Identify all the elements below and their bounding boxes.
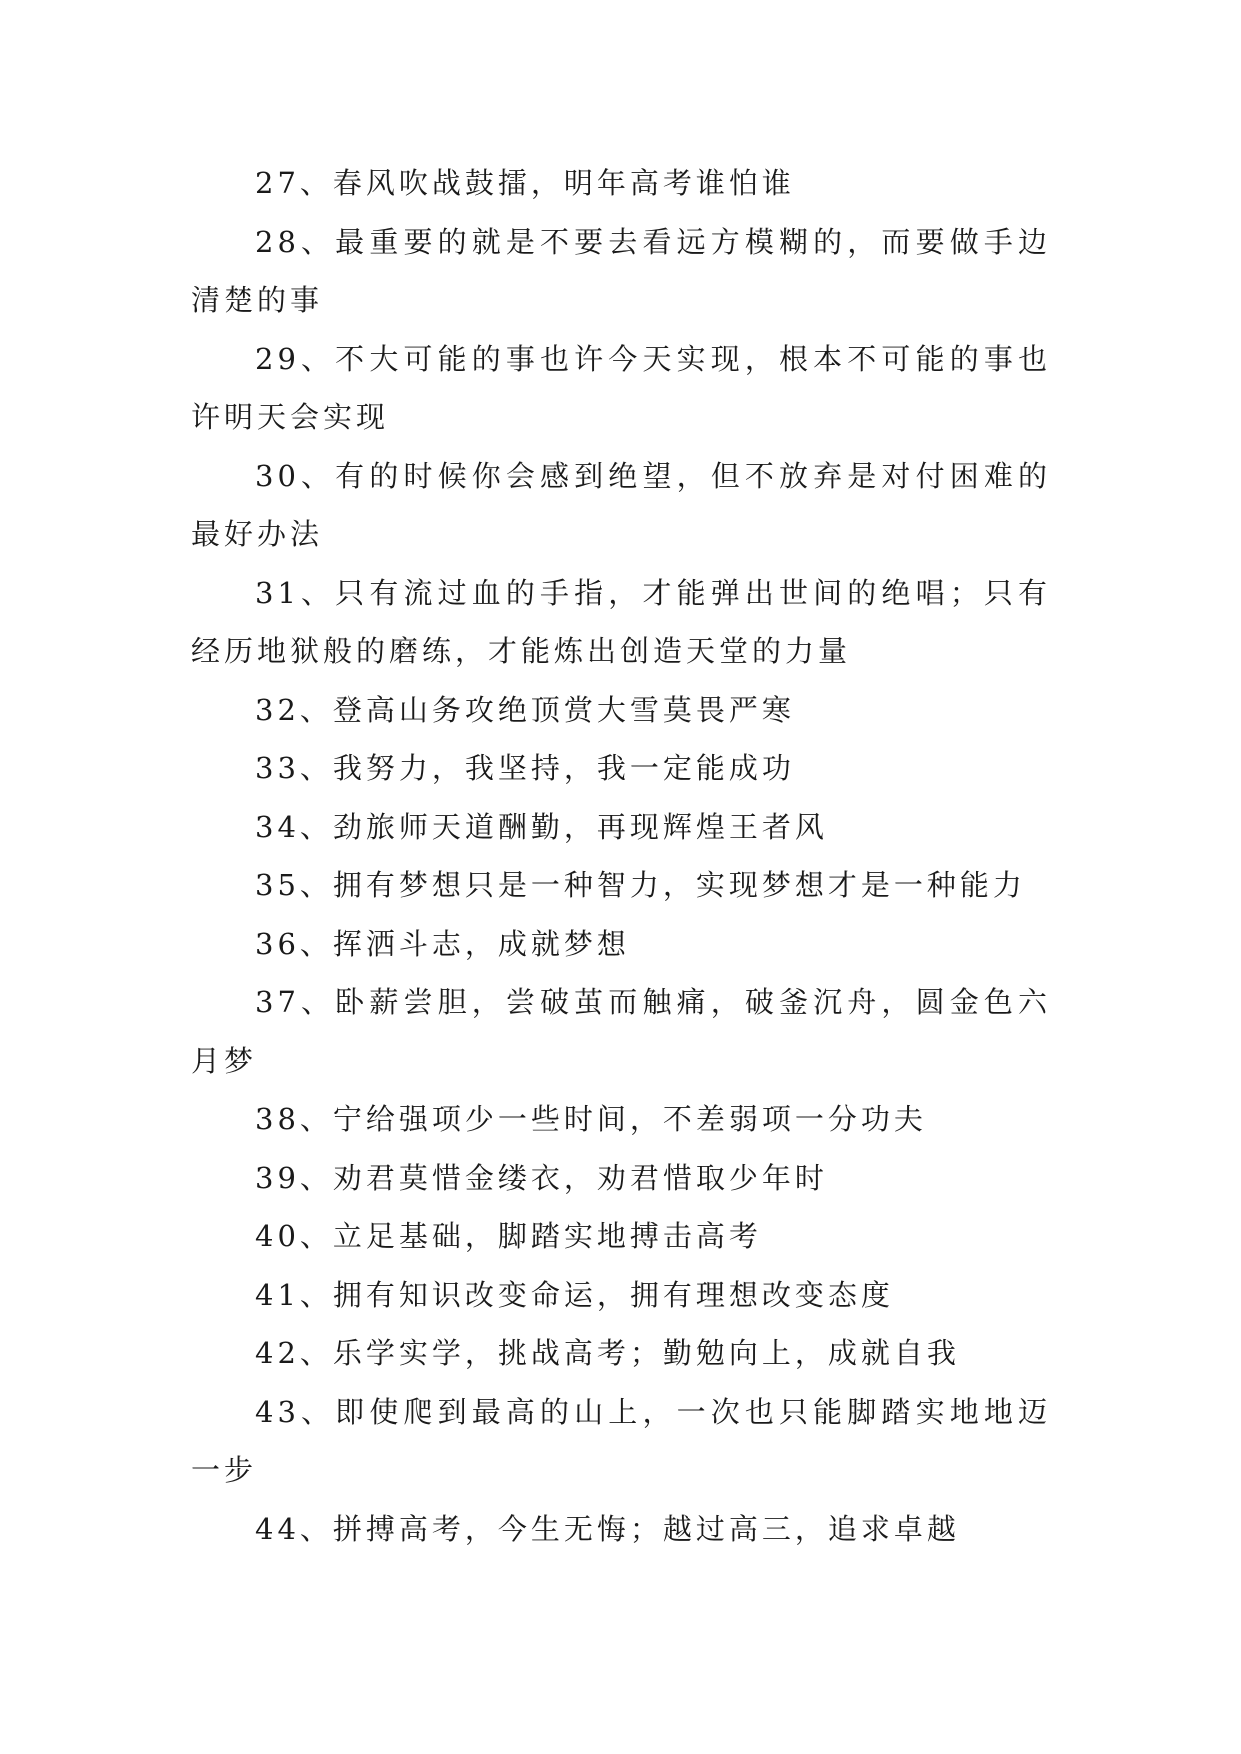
list-item: 30、有的时候你会感到绝望，但不放弃是对付困难的最好办法 <box>191 458 1051 551</box>
slogan-list <box>191 154 1051 1558</box>
list-item: 31、只有流过血的手指，才能弹出世间的绝唱；只有经历地狱般的磨练，才能炼出创造天堂的力量 <box>191 575 1051 668</box>
list-item: 43、即使爬到最高的山上，一次也只能脚踏实地地迈一步 <box>191 1394 1051 1487</box>
list-item: 32、登高山务攻绝顶赏大雪莫畏严寒 <box>255 692 795 727</box>
list-item: 27、春风吹战鼓擂，明年高考谁怕谁 <box>255 166 795 200</box>
list-item: 35、拥有梦想只是一种智力，实现梦想才是一种能力 <box>255 868 1026 902</box>
list-item: 28、最重要的就是不要去看远方模糊的，而要做手边清楚的事 <box>191 224 1051 317</box>
list-item: 36、挥洒斗志，成就梦想 <box>255 926 630 961</box>
list-item: 40、立足基础，脚踏实地搏击高考 <box>255 1219 762 1253</box>
list-item: 29、不大可能的事也许今天实现，根本不可能的事也许明天会实现 <box>191 341 1051 434</box>
list-item: 34、劲旅师天道酬勤，再现辉煌王者风 <box>255 809 828 844</box>
list-item: 42、乐学实学，挑战高考；勤勉向上，成就自我 <box>255 1336 960 1370</box>
list-item: 44、拼搏高考，今生无悔；越过高三，追求卓越 <box>255 1511 960 1546</box>
list-item: 37、卧薪尝胆，尝破茧而触痛，破釜沉舟，圆金色六月梦 <box>191 985 1051 1078</box>
list-item: 39、劝君莫惜金缕衣，劝君惜取少年时 <box>255 1160 828 1195</box>
list-item: 41、拥有知识改变命运，拥有理想改变态度 <box>255 1277 894 1312</box>
list-item: 38、宁给强项少一些时间，不差弱项一分功夫 <box>255 1102 927 1136</box>
list-item: 33、我努力，我坚持，我一定能成功 <box>255 751 795 785</box>
